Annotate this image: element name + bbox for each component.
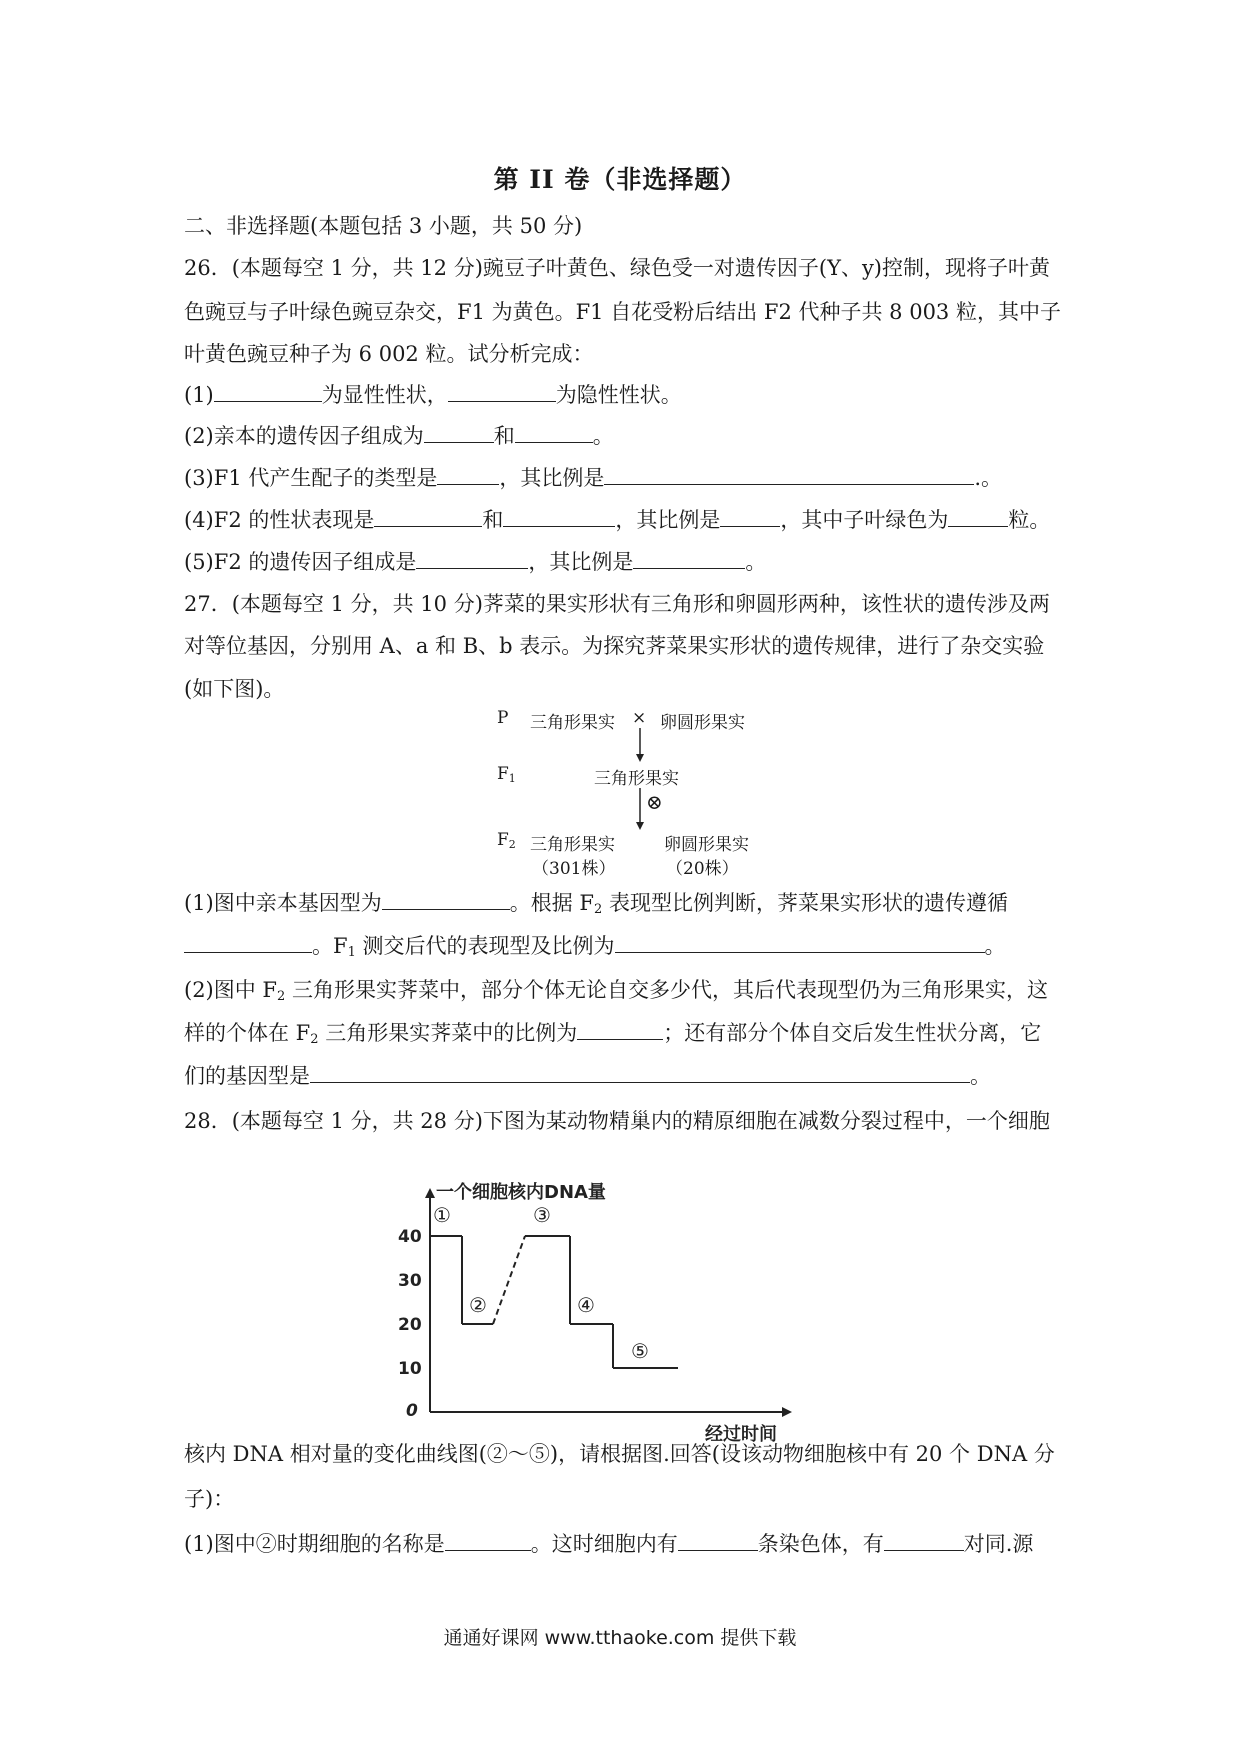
- y-tick-label: 10: [398, 1359, 422, 1379]
- stage-label: ③: [533, 1203, 551, 1227]
- q26-part-1: (1) 为显性性状， 为隐性性状。: [184, 383, 682, 407]
- answer-blank[interactable]: [437, 464, 499, 485]
- y-axis-label: 一个细胞核内DNA量: [436, 1182, 606, 1203]
- q26-line-2: 色豌豆与子叶绿色豌豆杂交，F1 为黄色。F1 自花受粉后结出 F2 代种子共 8 003 粒，其中子: [184, 300, 1061, 324]
- answer-blank[interactable]: [416, 548, 528, 569]
- answer-blank[interactable]: [424, 422, 494, 443]
- answer-blank[interactable]: [720, 506, 780, 527]
- y-tick-label: 20: [398, 1315, 422, 1335]
- answer-blank[interactable]: [577, 1019, 663, 1040]
- q28-part-1: (1)图中②时期细胞的名称是 。这时细胞内有 条染色体，有 对同.源: [184, 1532, 1034, 1556]
- f2-left-phenotype: 三角形果实: [530, 835, 615, 855]
- p-right-phenotype: 卵圆形果实: [660, 713, 745, 733]
- p-left-phenotype: 三角形果实: [530, 713, 615, 733]
- answer-blank[interactable]: [445, 1530, 531, 1551]
- answer-blank[interactable]: [374, 506, 482, 527]
- stage-label: ⑤: [631, 1339, 649, 1363]
- p-label: P: [497, 708, 509, 728]
- q27-part-2-line-3: 们的基因型是 。: [184, 1064, 991, 1088]
- f2-right-count: （20株）: [666, 859, 739, 879]
- f2-right-phenotype: 卵圆形果实: [664, 835, 749, 855]
- f1-phenotype: 三角形果实: [594, 769, 679, 789]
- q26-line-1: 26．(本题每空 1 分，共 12 分)豌豆子叶黄色、绿色受一对遗传因子(Y、y)控制，现将子叶黄: [184, 256, 1051, 280]
- answer-blank[interactable]: [884, 1530, 964, 1551]
- stage-label: ④: [577, 1293, 595, 1317]
- f1-label: $F_1$: [497, 764, 516, 785]
- answer-blank[interactable]: [184, 932, 312, 953]
- y-tick-label: 30: [398, 1271, 422, 1291]
- q26-part-4: (4)F2 的性状表现是 和 ，其比例是 ，其中子叶绿色为 粒。: [184, 508, 1051, 532]
- q26-part-5: (5)F2 的遗传因子组成是 ，其比例是 。: [184, 550, 767, 574]
- f2-left-count: （301株）: [532, 859, 616, 879]
- q28-line-1: 28．(本题每空 1 分，共 28 分)下图为某动物精巢内的精原细胞在减数分裂过程中，一个细胞: [184, 1109, 1050, 1133]
- q26-part-2: (2)亲本的遗传因子组成为 和 。: [184, 424, 614, 448]
- y-axis-arrow: [425, 1188, 435, 1198]
- q26-line-3: 叶黄色豌豆种子为 6 002 粒。试分析完成：: [184, 342, 594, 366]
- answer-blank[interactable]: [678, 1530, 758, 1551]
- answer-blank[interactable]: [515, 422, 593, 443]
- q27-part-2-line-2: 样的个体在 $F_2$ 三角形果实荠菜中的比例为 ；还有部分个体自交后发生性状分离，它: [184, 1021, 1042, 1047]
- q27-part-1-line-1: (1)图中亲本基因型为 。根据 $F_2$ 表现型比例判断，荠菜果实形状的遗传遵循: [184, 891, 1008, 917]
- answer-blank[interactable]: [382, 889, 510, 910]
- cross-symbol: ×: [632, 708, 647, 728]
- answer-blank[interactable]: [948, 506, 1008, 527]
- dna-chart: [380, 1172, 800, 1444]
- answer-blank[interactable]: [633, 548, 745, 569]
- q27-part-2-line-1: (2)图中 $F_2$ 三角形果实荠菜中，部分个体无论自交多少代，其后代表现型仍为三角形果实，这: [184, 978, 1048, 1004]
- answer-blank[interactable]: [310, 1062, 970, 1083]
- origin-label: 0: [406, 1401, 418, 1421]
- footer: 通通好课网 www.tthaoke.com 提供下载: [443, 1627, 797, 1649]
- curve-segment: [493, 1236, 525, 1324]
- answer-blank[interactable]: [615, 932, 985, 953]
- stage-label: ②: [469, 1293, 487, 1317]
- x-axis-arrow: [782, 1407, 792, 1417]
- q28-line-3: 子)：: [184, 1487, 235, 1511]
- q26-part-3: (3)F1 代产生配子的类型是 ，其比例是 .。: [184, 466, 1003, 490]
- y-tick-label: 40: [398, 1227, 422, 1247]
- page-title: 第 II 卷（非选择题）: [493, 165, 747, 194]
- stage-label: ①: [433, 1203, 451, 1227]
- q27-line-1: 27．(本题每空 1 分，共 10 分)荠菜的果实形状有三角形和卵圆形两种，该性状的遗传涉及两: [184, 592, 1050, 616]
- answer-blank[interactable]: [214, 381, 322, 402]
- q27-line-3: (如下图)。: [184, 677, 285, 701]
- q27-part-1-line-2: 。$F_1$ 测交后代的表现型及比例为 。: [184, 931, 1064, 968]
- q27-line-2: 对等位基因，分别用 A、a 和 B、b 表示。为探究荠菜果实形状的遗传规律，进行了杂交实验: [184, 634, 1045, 658]
- answer-blank[interactable]: [448, 381, 556, 402]
- f2-label: $F_2$: [497, 830, 516, 851]
- section-heading: 二、非选择题(本题包括 3 小题，共 50 分): [184, 214, 583, 238]
- x-axis-label: 经过时间: [705, 1424, 777, 1444]
- q28-line-2: 核内 DNA 相对量的变化曲线图(②～⑤)，请根据图.回答(设该动物细胞核中有 20 个 DNA 分: [184, 1442, 1055, 1466]
- answer-blank[interactable]: [604, 464, 974, 485]
- answer-blank[interactable]: [503, 506, 615, 527]
- selfing-symbol: ⊗: [646, 790, 663, 814]
